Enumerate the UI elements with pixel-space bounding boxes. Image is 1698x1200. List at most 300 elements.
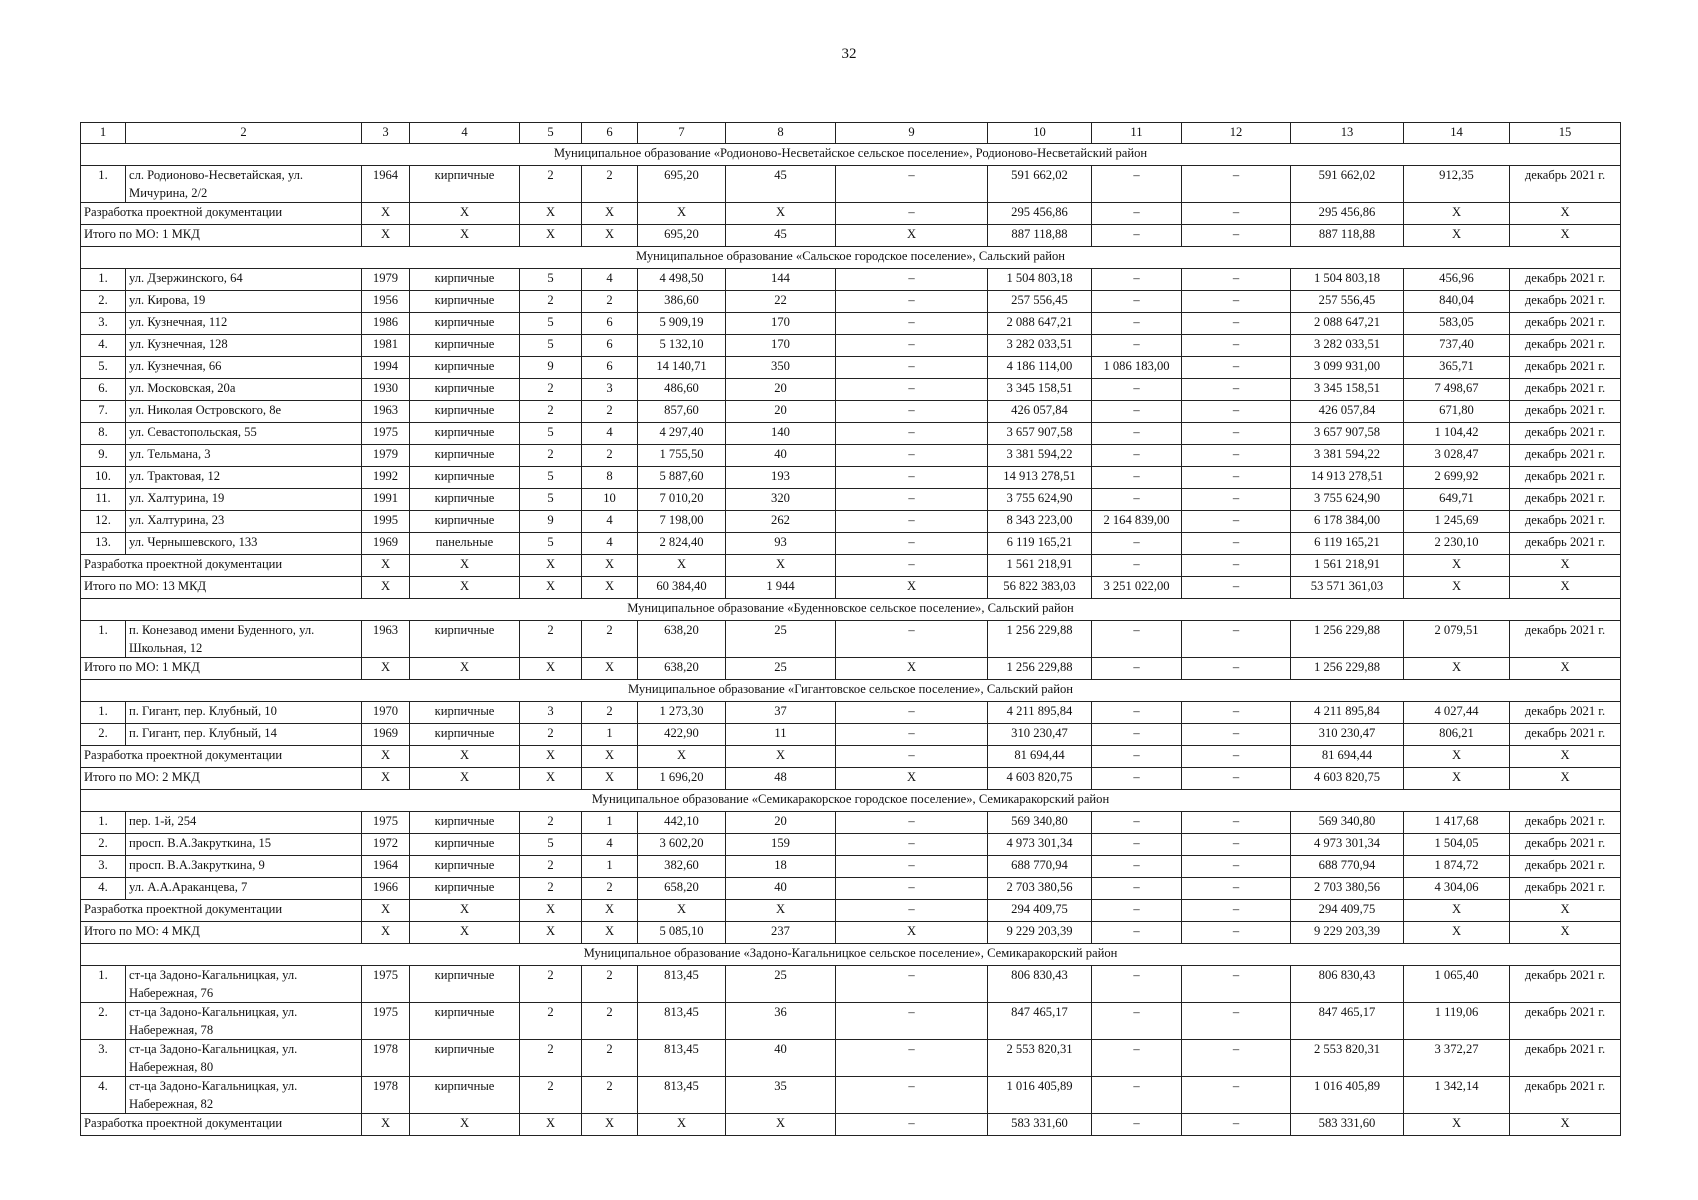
year-cell: 1986 — [362, 313, 410, 335]
value-cell: 4 973 301,34 — [1291, 834, 1404, 856]
year-cell: 1930 — [362, 379, 410, 401]
column-number-header: 2 — [126, 123, 362, 144]
value-cell: 486,60 — [638, 379, 726, 401]
value-cell: – — [836, 724, 988, 746]
summary-row — [81, 658, 1621, 680]
section-title: Муниципальное образование «Сальское городское поселение», Сальский район — [81, 247, 1621, 269]
value-cell: 4 — [582, 269, 638, 291]
row-number: 5. — [81, 357, 126, 379]
value-cell: 3 602,20 — [638, 834, 726, 856]
table-row — [81, 702, 1621, 724]
value-cell: 7 010,20 — [638, 489, 726, 511]
value-cell: 4 211 895,84 — [988, 702, 1092, 724]
value-cell: – — [1092, 1077, 1182, 1114]
value-cell: 159 — [726, 834, 836, 856]
summary-value-cell: X — [520, 225, 582, 247]
summary-value-cell: 4 603 820,75 — [988, 768, 1092, 790]
value-cell: 638,20 — [638, 621, 726, 658]
section-title: Муниципальное образование «Гигантовское сельское поселение», Сальский район — [81, 680, 1621, 702]
value-cell: – — [1182, 1077, 1291, 1114]
summary-value-cell: X — [362, 225, 410, 247]
row-number: 3. — [81, 313, 126, 335]
value-cell: 2 079,51 — [1404, 621, 1510, 658]
value-cell: 813,45 — [638, 1040, 726, 1077]
summary-value-cell: – — [1092, 555, 1182, 577]
summary-value-cell: X — [410, 577, 520, 599]
year-cell: 1994 — [362, 357, 410, 379]
summary-value-cell: X — [726, 203, 836, 225]
value-cell: 1 119,06 — [1404, 1003, 1510, 1040]
value-cell: 4 027,44 — [1404, 702, 1510, 724]
value-cell: 2 — [582, 702, 638, 724]
summary-value-cell: 237 — [726, 922, 836, 944]
summary-value-cell: 695,20 — [638, 225, 726, 247]
summary-value-cell: X — [726, 746, 836, 768]
value-cell: – — [1182, 335, 1291, 357]
value-cell: 3 381 594,22 — [1291, 445, 1404, 467]
value-cell: декабрь 2021 г. — [1510, 1077, 1621, 1114]
summary-value-cell: X — [638, 900, 726, 922]
section-title: Муниципальное образование «Задоно-Кагальницкое сельское поселение», Семикаракорский район — [81, 944, 1621, 966]
summary-value-cell: X — [410, 203, 520, 225]
value-cell: 170 — [726, 335, 836, 357]
summary-value-cell: X — [520, 922, 582, 944]
value-cell: – — [836, 878, 988, 900]
value-cell: декабрь 2021 г. — [1510, 291, 1621, 313]
year-cell: 1969 — [362, 533, 410, 555]
address-cell: сл. Родионово-Несветайская, ул. Мичурина, 2/2 — [126, 166, 362, 203]
summary-value-cell: X — [836, 658, 988, 680]
summary-value-cell: – — [1182, 577, 1291, 599]
summary-value-cell: X — [1404, 555, 1510, 577]
section-header-row — [81, 680, 1621, 702]
summary-value-cell: – — [1092, 203, 1182, 225]
summary-value-cell: X — [410, 555, 520, 577]
value-cell: декабрь 2021 г. — [1510, 269, 1621, 291]
value-cell: 591 662,02 — [1291, 166, 1404, 203]
value-cell: 5 — [520, 467, 582, 489]
address-cell: ул. Николая Островского, 8е — [126, 401, 362, 423]
table-row — [81, 533, 1621, 555]
value-cell: – — [1092, 812, 1182, 834]
value-cell: 262 — [726, 511, 836, 533]
value-cell: 37 — [726, 702, 836, 724]
summary-value-cell: – — [1182, 203, 1291, 225]
value-cell: – — [836, 1040, 988, 1077]
value-cell: – — [1092, 291, 1182, 313]
value-cell: – — [1182, 511, 1291, 533]
summary-value-cell: – — [1182, 225, 1291, 247]
value-cell: 4 — [582, 834, 638, 856]
summary-value-cell: X — [638, 746, 726, 768]
value-cell: 2 — [520, 166, 582, 203]
wall-material-cell: кирпичные — [410, 1077, 520, 1114]
value-cell: – — [836, 291, 988, 313]
table-row — [81, 269, 1621, 291]
housing-repair-table — [80, 122, 1621, 1136]
year-cell: 1964 — [362, 166, 410, 203]
summary-value-cell: X — [1404, 900, 1510, 922]
value-cell: – — [1182, 423, 1291, 445]
summary-value-cell: X — [362, 658, 410, 680]
summary-value-cell: X — [1510, 746, 1621, 768]
value-cell: 695,20 — [638, 166, 726, 203]
column-number-header: 14 — [1404, 123, 1510, 144]
value-cell: 40 — [726, 445, 836, 467]
summary-value-cell: X — [836, 577, 988, 599]
row-number: 2. — [81, 291, 126, 313]
value-cell: 688 770,94 — [988, 856, 1092, 878]
value-cell: декабрь 2021 г. — [1510, 511, 1621, 533]
value-cell: – — [836, 856, 988, 878]
value-cell: декабрь 2021 г. — [1510, 357, 1621, 379]
summary-value-cell: 294 409,75 — [1291, 900, 1404, 922]
column-number-header: 1 — [81, 123, 126, 144]
summary-label: Итого по МО: 1 МКД — [81, 658, 362, 680]
value-cell: 2 — [520, 445, 582, 467]
summary-value-cell: 1 561 218,91 — [988, 555, 1092, 577]
value-cell: 5 — [520, 335, 582, 357]
value-cell: 93 — [726, 533, 836, 555]
address-cell: просп. В.А.Закруткина, 15 — [126, 834, 362, 856]
value-cell: 1 016 405,89 — [988, 1077, 1092, 1114]
value-cell: 10 — [582, 489, 638, 511]
value-cell: – — [836, 379, 988, 401]
summary-value-cell: – — [1092, 922, 1182, 944]
section-header-row — [81, 247, 1621, 269]
summary-value-cell: 583 331,60 — [1291, 1114, 1404, 1136]
address-cell: п. Конезавод имени Буденного, ул. Школьная, 12 — [126, 621, 362, 658]
year-cell: 1963 — [362, 401, 410, 423]
row-number: 1. — [81, 812, 126, 834]
summary-row — [81, 225, 1621, 247]
address-cell: ст-ца Задоно-Кагальницкая, ул. Набережная, 78 — [126, 1003, 362, 1040]
summary-value-cell: X — [520, 1114, 582, 1136]
year-cell: 1978 — [362, 1040, 410, 1077]
summary-value-cell: 295 456,86 — [988, 203, 1092, 225]
value-cell: – — [1092, 401, 1182, 423]
value-cell: 5 — [520, 313, 582, 335]
value-cell: 2 — [582, 1077, 638, 1114]
value-cell: 40 — [726, 878, 836, 900]
summary-row — [81, 768, 1621, 790]
value-cell: 2 — [520, 401, 582, 423]
summary-label: Разработка проектной документации — [81, 555, 362, 577]
value-cell: 3 372,27 — [1404, 1040, 1510, 1077]
value-cell: 2 — [582, 966, 638, 1003]
value-cell: 2 — [520, 966, 582, 1003]
summary-value-cell: X — [638, 555, 726, 577]
summary-value-cell: X — [1510, 1114, 1621, 1136]
summary-row — [81, 1114, 1621, 1136]
summary-value-cell: – — [1182, 658, 1291, 680]
row-number: 4. — [81, 1077, 126, 1114]
value-cell: – — [1092, 313, 1182, 335]
value-cell: декабрь 2021 г. — [1510, 621, 1621, 658]
summary-value-cell: X — [638, 1114, 726, 1136]
summary-value-cell: 1 561 218,91 — [1291, 555, 1404, 577]
wall-material-cell: кирпичные — [410, 467, 520, 489]
table-row — [81, 357, 1621, 379]
row-number: 3. — [81, 856, 126, 878]
summary-value-cell: X — [726, 555, 836, 577]
value-cell: 25 — [726, 966, 836, 1003]
summary-row — [81, 922, 1621, 944]
value-cell: 806 830,43 — [988, 966, 1092, 1003]
value-cell: 2 230,10 — [1404, 533, 1510, 555]
value-cell: 1 874,72 — [1404, 856, 1510, 878]
summary-value-cell: X — [362, 746, 410, 768]
summary-value-cell: X — [582, 1114, 638, 1136]
table-row — [81, 423, 1621, 445]
value-cell: 5 — [520, 533, 582, 555]
value-cell: 806,21 — [1404, 724, 1510, 746]
value-cell: 3 345 158,51 — [988, 379, 1092, 401]
summary-row — [81, 203, 1621, 225]
value-cell: 4 — [582, 533, 638, 555]
wall-material-cell: кирпичные — [410, 335, 520, 357]
value-cell: 193 — [726, 467, 836, 489]
summary-value-cell: 1 256 229,88 — [1291, 658, 1404, 680]
value-cell: – — [836, 401, 988, 423]
summary-value-cell: 638,20 — [638, 658, 726, 680]
value-cell: 1 — [582, 724, 638, 746]
summary-value-cell: X — [1510, 577, 1621, 599]
value-cell: – — [1092, 834, 1182, 856]
wall-material-cell: кирпичные — [410, 878, 520, 900]
value-cell: – — [1092, 1040, 1182, 1077]
wall-material-cell: кирпичные — [410, 834, 520, 856]
value-cell: 11 — [726, 724, 836, 746]
address-cell: ул. Дзержинского, 64 — [126, 269, 362, 291]
value-cell: 20 — [726, 812, 836, 834]
row-number: 2. — [81, 1003, 126, 1040]
value-cell: декабрь 2021 г. — [1510, 878, 1621, 900]
value-cell: 4 211 895,84 — [1291, 702, 1404, 724]
value-cell: 7 198,00 — [638, 511, 726, 533]
summary-value-cell: X — [1510, 203, 1621, 225]
section-header-row — [81, 944, 1621, 966]
value-cell: – — [1092, 269, 1182, 291]
value-cell: 2 703 380,56 — [988, 878, 1092, 900]
summary-value-cell: X — [362, 577, 410, 599]
value-cell: – — [836, 966, 988, 1003]
value-cell: 5 — [520, 423, 582, 445]
value-cell: 2 — [582, 291, 638, 313]
value-cell: 583,05 — [1404, 313, 1510, 335]
summary-value-cell: X — [1510, 768, 1621, 790]
row-number: 1. — [81, 966, 126, 1003]
value-cell: 2 164 839,00 — [1092, 511, 1182, 533]
table-row — [81, 856, 1621, 878]
value-cell: – — [1092, 702, 1182, 724]
value-cell: – — [1182, 812, 1291, 834]
summary-value-cell: X — [582, 658, 638, 680]
value-cell: 1 417,68 — [1404, 812, 1510, 834]
value-cell: 1 245,69 — [1404, 511, 1510, 533]
value-cell: – — [1182, 357, 1291, 379]
value-cell: 1 — [582, 856, 638, 878]
wall-material-cell: кирпичные — [410, 313, 520, 335]
value-cell: 2 — [582, 1003, 638, 1040]
value-cell: – — [1092, 166, 1182, 203]
value-cell: 9 — [520, 357, 582, 379]
value-cell: – — [1092, 966, 1182, 1003]
value-cell: 386,60 — [638, 291, 726, 313]
value-cell: 2 — [582, 878, 638, 900]
value-cell: 5 132,10 — [638, 335, 726, 357]
summary-value-cell: X — [520, 658, 582, 680]
address-cell: ул. Чернышевского, 133 — [126, 533, 362, 555]
value-cell: 2 088 647,21 — [1291, 313, 1404, 335]
summary-value-cell: X — [1404, 746, 1510, 768]
value-cell: декабрь 2021 г. — [1510, 445, 1621, 467]
value-cell: 442,10 — [638, 812, 726, 834]
row-number: 4. — [81, 335, 126, 357]
value-cell: 3 345 158,51 — [1291, 379, 1404, 401]
value-cell: 2 — [582, 1040, 638, 1077]
value-cell: 1 504 803,18 — [1291, 269, 1404, 291]
value-cell: 2 — [582, 445, 638, 467]
value-cell: – — [1182, 834, 1291, 856]
value-cell: – — [836, 1077, 988, 1114]
summary-value-cell: 294 409,75 — [988, 900, 1092, 922]
value-cell: 45 — [726, 166, 836, 203]
value-cell: – — [836, 313, 988, 335]
column-number-header: 5 — [520, 123, 582, 144]
value-cell: – — [1092, 1003, 1182, 1040]
value-cell: – — [1182, 1040, 1291, 1077]
address-cell: ул. Трактовая, 12 — [126, 467, 362, 489]
value-cell: – — [836, 812, 988, 834]
value-cell: 6 — [582, 357, 638, 379]
summary-value-cell: X — [582, 900, 638, 922]
value-cell: 3 657 907,58 — [1291, 423, 1404, 445]
value-cell: – — [836, 511, 988, 533]
summary-value-cell: 81 694,44 — [1291, 746, 1404, 768]
summary-value-cell: X — [362, 1114, 410, 1136]
summary-value-cell: X — [520, 768, 582, 790]
value-cell: – — [1182, 966, 1291, 1003]
summary-value-cell: X — [1404, 577, 1510, 599]
value-cell: 2 553 820,31 — [988, 1040, 1092, 1077]
wall-material-cell: кирпичные — [410, 621, 520, 658]
summary-value-cell: X — [1404, 658, 1510, 680]
value-cell: 14 140,71 — [638, 357, 726, 379]
wall-material-cell: кирпичные — [410, 166, 520, 203]
row-number: 1. — [81, 269, 126, 291]
value-cell: 2 088 647,21 — [988, 313, 1092, 335]
table-row — [81, 489, 1621, 511]
value-cell: – — [1092, 445, 1182, 467]
value-cell: 2 — [582, 401, 638, 423]
value-cell: – — [836, 166, 988, 203]
value-cell: декабрь 2021 г. — [1510, 313, 1621, 335]
summary-label: Разработка проектной документации — [81, 900, 362, 922]
table-row — [81, 467, 1621, 489]
value-cell: 6 119 165,21 — [988, 533, 1092, 555]
value-cell: 3 — [520, 702, 582, 724]
row-number: 1. — [81, 621, 126, 658]
value-cell: 1 065,40 — [1404, 966, 1510, 1003]
summary-value-cell: X — [520, 555, 582, 577]
address-cell: ул. Тельмана, 3 — [126, 445, 362, 467]
row-number: 2. — [81, 724, 126, 746]
value-cell: 1 273,30 — [638, 702, 726, 724]
value-cell: 2 — [520, 812, 582, 834]
wall-material-cell: кирпичные — [410, 357, 520, 379]
value-cell: 1 104,42 — [1404, 423, 1510, 445]
summary-value-cell: – — [836, 555, 988, 577]
value-cell: – — [1092, 856, 1182, 878]
value-cell: – — [1092, 335, 1182, 357]
summary-value-cell: X — [1404, 203, 1510, 225]
value-cell: 1 504 803,18 — [988, 269, 1092, 291]
value-cell: – — [1182, 313, 1291, 335]
value-cell: 2 — [520, 1077, 582, 1114]
value-cell: 3 381 594,22 — [988, 445, 1092, 467]
value-cell: 5 — [520, 489, 582, 511]
summary-value-cell: X — [362, 922, 410, 944]
value-cell: – — [836, 269, 988, 291]
year-cell: 1956 — [362, 291, 410, 313]
address-cell: ст-ца Задоно-Кагальницкая, ул. Набережная, 82 — [126, 1077, 362, 1114]
value-cell: 2 — [520, 621, 582, 658]
summary-value-cell: X — [520, 900, 582, 922]
value-cell: – — [836, 1003, 988, 1040]
year-cell: 1978 — [362, 1077, 410, 1114]
value-cell: 140 — [726, 423, 836, 445]
value-cell: – — [836, 445, 988, 467]
summary-value-cell: X — [582, 225, 638, 247]
value-cell: 857,60 — [638, 401, 726, 423]
row-number: 4. — [81, 878, 126, 900]
summary-value-cell: X — [1404, 1114, 1510, 1136]
year-cell: 1975 — [362, 423, 410, 445]
summary-value-cell: X — [1510, 225, 1621, 247]
table-row — [81, 511, 1621, 533]
value-cell: 2 824,40 — [638, 533, 726, 555]
summary-value-cell: 56 822 383,03 — [988, 577, 1092, 599]
summary-value-cell: – — [836, 1114, 988, 1136]
summary-value-cell: 9 229 203,39 — [1291, 922, 1404, 944]
value-cell: 2 — [520, 856, 582, 878]
year-cell: 1991 — [362, 489, 410, 511]
value-cell: 8 343 223,00 — [988, 511, 1092, 533]
address-cell: ул. Кузнечная, 128 — [126, 335, 362, 357]
address-cell: ул. Халтурина, 23 — [126, 511, 362, 533]
table-row — [81, 966, 1621, 1003]
value-cell: – — [836, 533, 988, 555]
value-cell: 22 — [726, 291, 836, 313]
summary-value-cell: X — [582, 922, 638, 944]
address-cell: просп. В.А.Закруткина, 9 — [126, 856, 362, 878]
address-cell: ст-ца Задоно-Кагальницкая, ул. Набережная, 80 — [126, 1040, 362, 1077]
value-cell: 569 340,80 — [1291, 812, 1404, 834]
summary-value-cell: 53 571 361,03 — [1291, 577, 1404, 599]
year-cell: 1975 — [362, 966, 410, 1003]
value-cell: – — [836, 489, 988, 511]
value-cell: 4 186 114,00 — [988, 357, 1092, 379]
wall-material-cell: кирпичные — [410, 856, 520, 878]
table-row — [81, 1077, 1621, 1114]
value-cell: – — [1182, 533, 1291, 555]
summary-value-cell: X — [410, 900, 520, 922]
summary-value-cell: X — [520, 203, 582, 225]
value-cell: 3 755 624,90 — [1291, 489, 1404, 511]
summary-value-cell: – — [1182, 746, 1291, 768]
summary-value-cell: X — [582, 203, 638, 225]
